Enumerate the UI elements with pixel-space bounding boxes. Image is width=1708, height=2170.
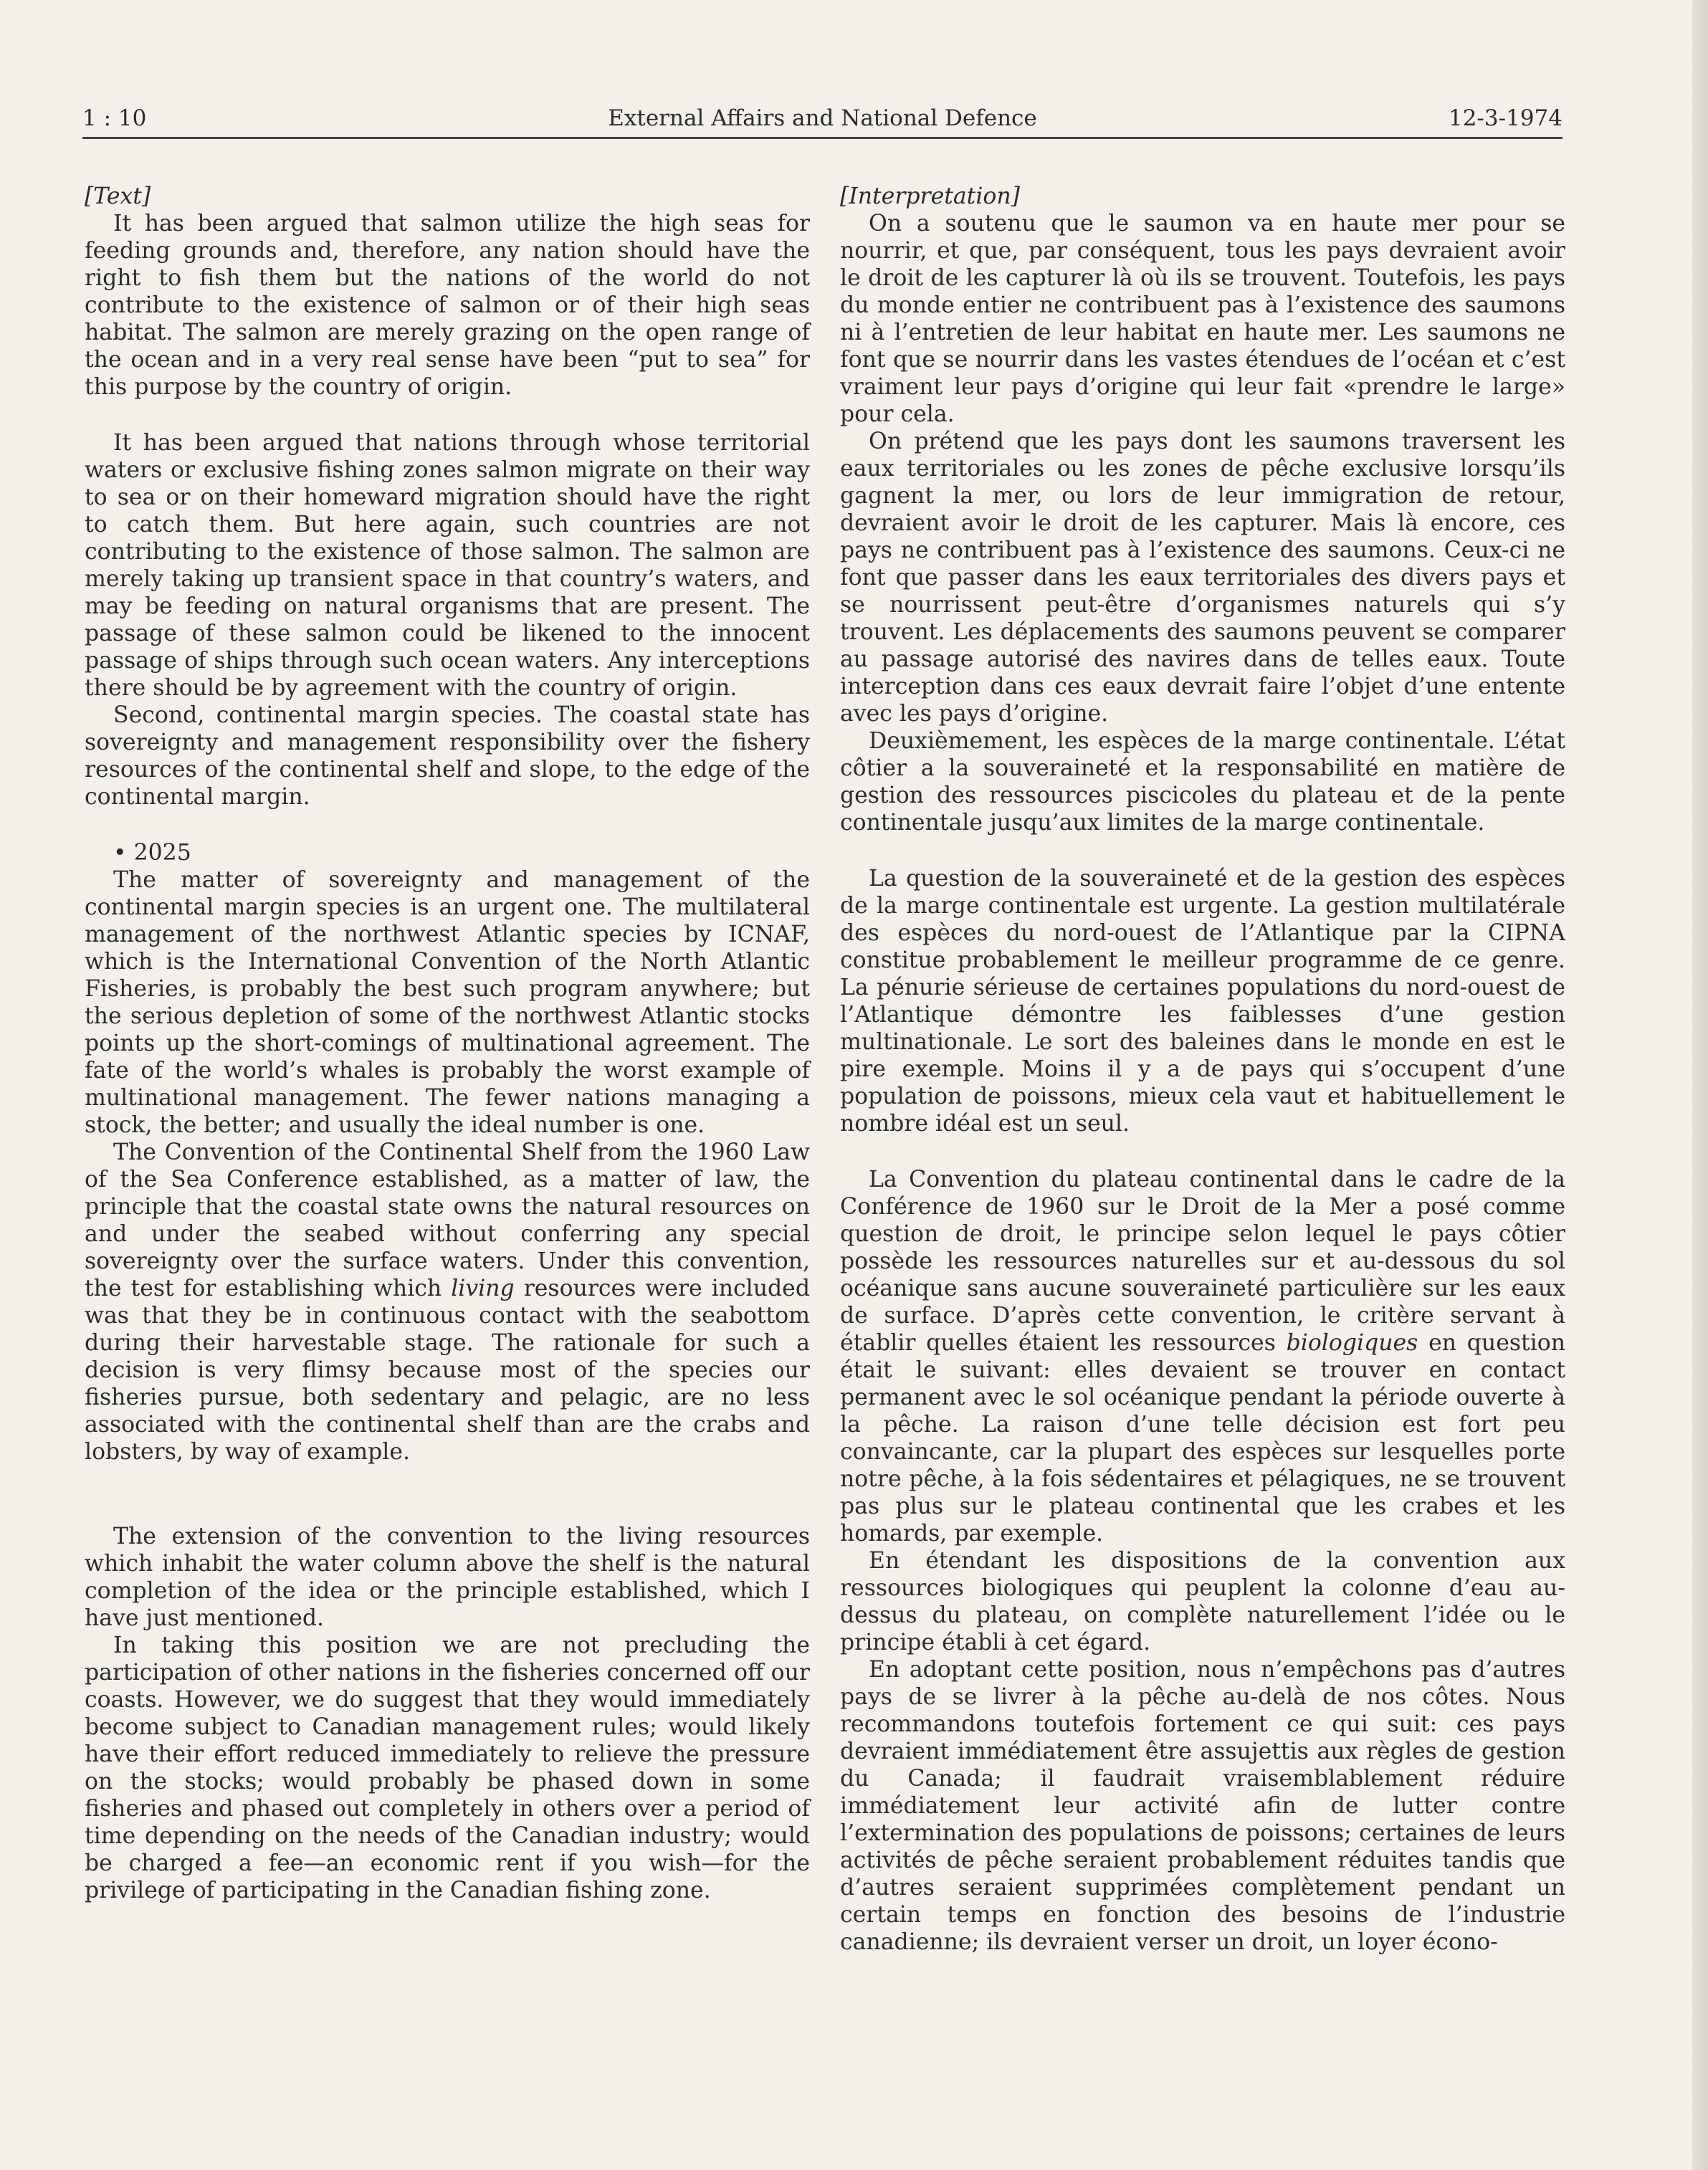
page-number: 1 : 10 — [82, 105, 147, 131]
paragraph: It has been argued that nations through whose territorial waters or exclusive fishing zones salmon migrate on their way to sea or on their homeward migration should have the right to catch them. But here again, such countries are not contributing to the existence of those salmon. The salmon are merely taking up transient space in that country’s waters, and may be feeding on natural organisms that are present. The passage of these salmon could be likened to the innocent passage of ships through such ocean waters. Any interceptions there should be by agreement with the country of origin. — [85, 430, 810, 701]
paragraph: The Convention of the Continental Shelf from the 1960 Law of the Sea Conference established, as a matter of law, the principle that the coastal state owns the natural resources on and under the seabed without conferring any special sovereignty over the surface waters. Under this convention, the test for establishing which living resources were included was that they be in continuous contact with the seabottom during their harvestable stage. The rationale for such a decision is very flimsy because most of the species our fisheries pursue, both sedentary and pelagic, are no less associated with the continental shelf than are the crabs and lobsters, by way of example. — [85, 1139, 810, 1465]
paragraph: En étendant les dispositions de la convention aux ressources biologiques qui peuplent la colonne d’eau au-dessus du plateau, on complète naturellement l’idée ou le principe établi à cet égard. — [840, 1548, 1565, 1655]
text-tag: [Text] — [85, 183, 151, 209]
paragraph: La Convention du plateau continental dans le cadre de la Conférence de 1960 sur le Droit de la Mer a posé comme question de droit, le principe selon lequel le pays côtier possède les ressources naturelles sur et au-dessous du sol océanique sans aucune souveraineté particulière sur les eaux de surface. D’après cette convention, le critère servant à établir quelles étaient les ressources biologiques en question était le suivant: elles devaient se trouver en contact permanent avec le sol océanique pendant la période ouverte à la pêche. La raison d’une telle décision est fort peu convaincante, car la plupart des espèces sur lesquelles porte notre pêche, à la fois sédentaires et pélagiques, ne se trouvent pas plus sur le plateau continental que les crabes et les homards, par exemple. — [840, 1167, 1565, 1547]
paragraph: Deuxièmement, les espèces de la marge continentale. L’état côtier a la souveraineté et la responsabilité en matière de gestion des ressources piscicoles du plateau et de la pente continentale jusqu’aux limites de la marge continentale. — [840, 728, 1565, 836]
header-title: External Affairs and National Defence — [608, 105, 1037, 131]
interpretation-tag: [Interpretation] — [840, 183, 1020, 209]
paragraph: In taking this position we are not precluding the participation of other nations in the fisheries concerned off our coasts. However, we do suggest that they would immediately become subject to Canadian management rules; would likely have their effort reduced immediately to relieve the pressure on the stocks; would probably be phased down in some fisheries and phased out completely in others over a period of time depending on the needs of the Canadian industry; would be charged a fee—an economic rent if you wish—for the privilege of participating in the Canadian fishing zone. — [85, 1633, 810, 1903]
time-marker: • 2025 — [113, 840, 191, 866]
paragraph: On prétend que les pays dont les saumons traversent les eaux territoriales ou les zones de pêche exclusive lorsqu’ils gagnent la mer, ou lors de leur immigration de retour, devraient avoir le droit de les capturer. Mais là encore, ces pays ne contribuent pas à l’existence des saumons. Ceux-ci ne font que passer dans les eaux territoriales des divers pays et se nourrissent peut-être d’organismes naturels qui s’y trouvent. Les déplacements des saumons peuvent se comparer au passage autorisé des navires dans de telles eaux. Toute interception dans ces eaux devrait faire l’objet d’une entente avec les pays d’origine. — [840, 429, 1565, 727]
paragraph: It has been argued that salmon utilize the high seas for feeding grounds and, therefore, any nation should have the right to fish them but the nations of the world do not contribute to the existence of salmon or of their high seas habitat. The salmon are merely grazing on the open range of the ocean and in a very real sense have been “put to sea” for this purpose by the country of origin. — [85, 211, 810, 400]
header-date: 12-3-1974 — [1448, 105, 1563, 131]
running-header — [82, 102, 1563, 139]
french-column — [840, 183, 1565, 1956]
paragraph: La question de la souveraineté et de la gestion des espèces de la marge continentale est urgente. La gestion multilatérale des espèces du nord-ouest de l’Atlantique par la CIPNA constitue probablement le meilleur programme de ce genre. La pénurie sérieuse de certaines populations du nord-ouest de l’Atlantique démontre les faiblesses d’une gestion multinationale. Le sort des baleines dans le monde en est le pire exemple. Moins il y a de pays qui s’occupent d’une population de poissons, mieux cela vaut et habituellement le nombre idéal est un seul. — [840, 866, 1565, 1137]
paragraph: The extension of the convention to the living resources which inhabit the water column above the shelf is the natural completion of the idea or the principle established, which I have just mentioned. — [85, 1524, 810, 1631]
paragraph: En adoptant cette position, nous n’empêchons pas d’autres pays de se livrer à la pêche au-delà de nos côtes. Nous recommandons toutefois fortement ce qui suit: ces pays devraient immédiatement être assujettis aux règles de gestion du Canada; il faudrait vraisemblablement réduire immédiatement leur activité afin de lutter contre l’extermination des populations de poissons; certaines de leurs activités de pêche seraient probablement réduites tandis que d’autres seraient supprimées complètement pendant un certain temps en fonction des besoins de l’industrie canadienne; ils devraient verser un droit, un loyer écono- — [840, 1657, 1565, 1955]
page-edge — [1692, 0, 1708, 2170]
paragraph: Second, continental margin species. The coastal state has sovereignty and management responsibility over the fishery resources of the continental shelf and slope, to the edge of the continental margin. — [85, 702, 810, 810]
paragraph: On a soutenu que le saumon va en haute mer pour se nourrir, et que, par conséquent, tous les pays devraient avoir le droit de les capturer là où ils se trouvent. Toutefois, les pays du monde entier ne contribuent pas à l’existence des saumons ni à l’entretien de leur habitat en haute mer. Les saumons ne font que se nourrir dans les vastes étendues de l’océan et c’est vraiment leur pays d’origine qui leur fait «prendre le large» pour cela. — [840, 211, 1565, 427]
paragraph: The matter of sovereignty and management of the continental margin species is an urgent one. The multilateral management of the northwest Atlantic species by ICNAF, which is the International Convention of the North Atlantic Fisheries, is probably the best such program anywhere; but the serious depletion of some of the northwest Atlantic stocks points up the short-comings of multinational agreement. The fate of the world’s whales is probably the worst example of multinational management. The fewer nations managing a stock, the better; and usually the ideal number is one. — [85, 867, 810, 1138]
english-column — [85, 183, 810, 1904]
